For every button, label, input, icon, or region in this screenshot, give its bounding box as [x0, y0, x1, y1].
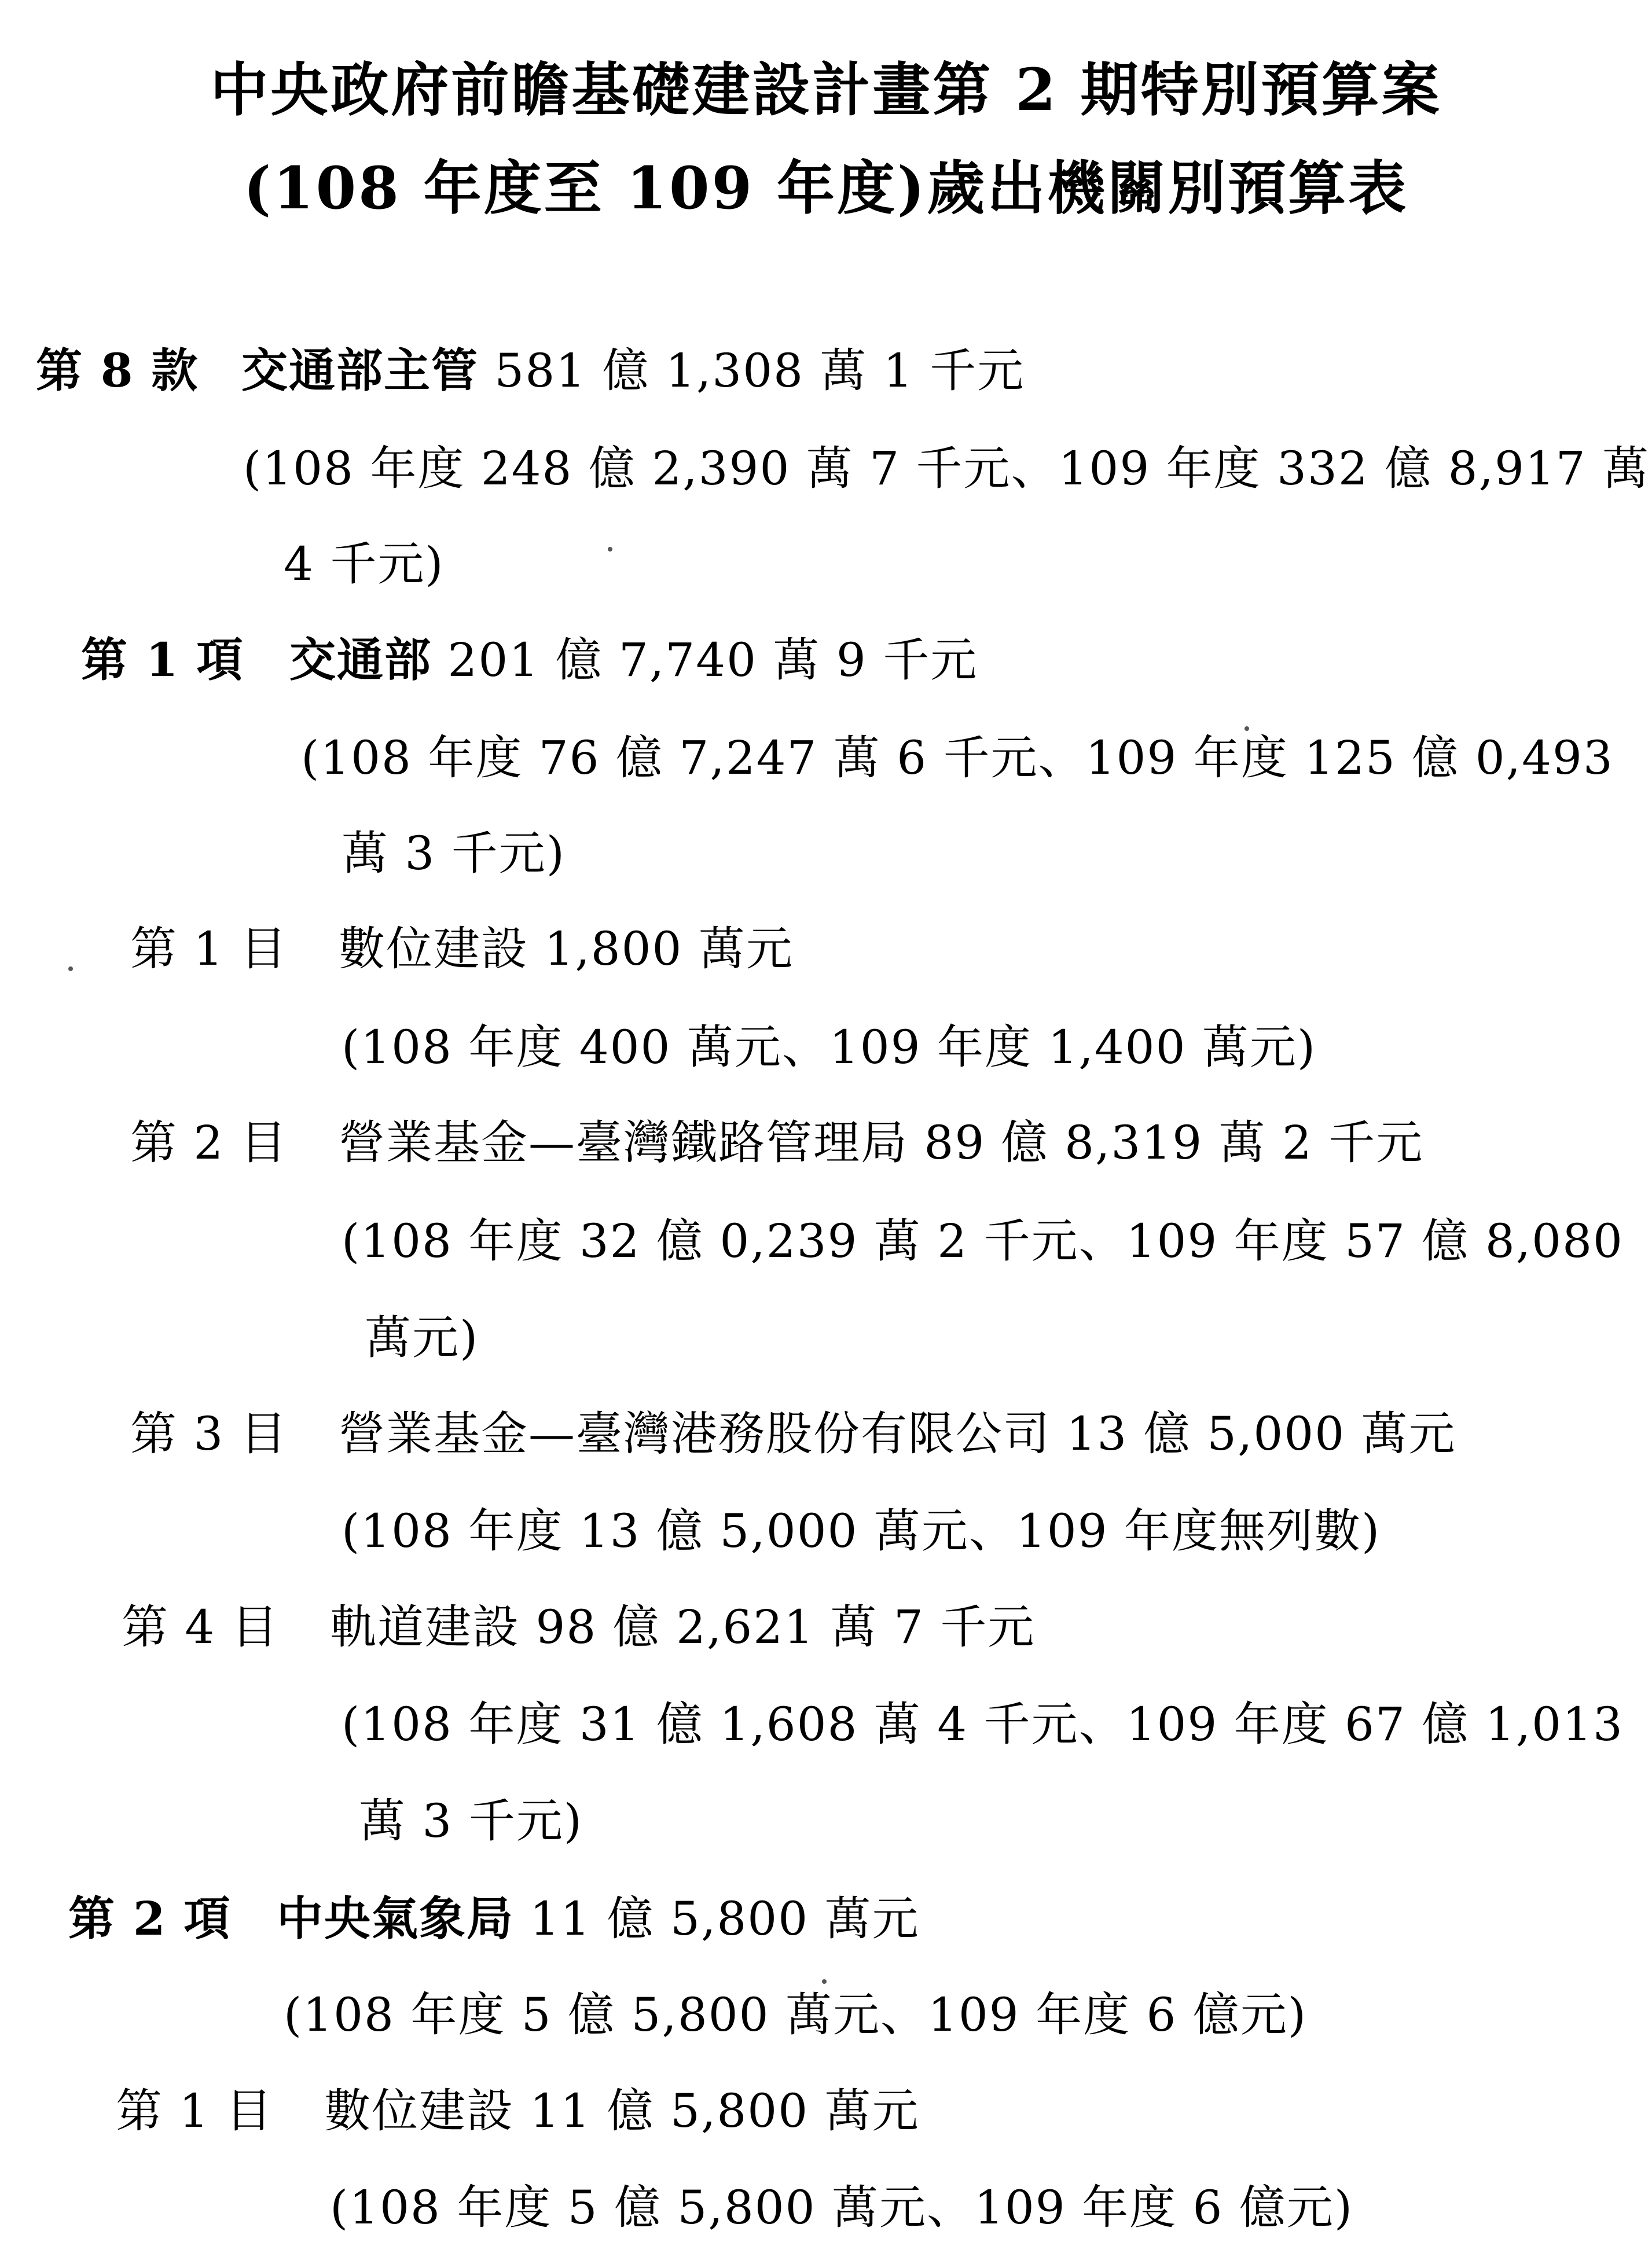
xiang-heading [81, 631, 978, 689]
mu-text: 營業基金—臺灣港務股份有限公司 13 億 5,000 萬元 [339, 1407, 1456, 1461]
mu-detail-line-1: (108 年度 31 億 1,608 萬 4 千元、109 年度 67 億 1,013 [342, 1697, 1624, 1751]
xiang-name: 中央氣象局 [277, 1891, 514, 1946]
mu-text: 數位建設 1,800 萬元 [339, 922, 794, 976]
mu-label: 第 2 目 [130, 1116, 288, 1170]
xiang-amount: 11 億 5,800 萬元 [514, 1892, 920, 1946]
mu-heading [122, 1598, 1035, 1656]
xiang-amount: 201 億 7,740 萬 9 千元 [432, 633, 978, 687]
mu-label: 第 1 目 [116, 2084, 273, 2138]
scan-speck [1244, 726, 1249, 731]
mu-heading [130, 1114, 1423, 1172]
xiang-label: 第 2 項 [68, 1891, 232, 1946]
kuan-label: 第 8 款 [36, 343, 199, 398]
mu-label: 第 1 目 [130, 922, 288, 976]
mu-heading [116, 2082, 920, 2140]
xiang-label: 第 1 項 [81, 633, 244, 687]
kuan-amount: 581 億 1,308 萬 1 千元 [479, 344, 1025, 398]
xiang-detail-line-1: (108 年度 76 億 7,247 萬 6 千元、109 年度 125 億 0,493 [301, 731, 1614, 785]
kuan-detail-line-1: (108 年度 248 億 2,390 萬 7 千元、109 年度 332 億 8,917 萬 [243, 442, 1650, 495]
scan-speck [608, 547, 612, 552]
kuan-name: 交通部主管 [241, 343, 479, 398]
scan-speck [68, 966, 73, 971]
mu-detail-line-2: 萬元) [365, 1311, 479, 1365]
mu-label: 第 3 目 [130, 1407, 288, 1461]
mu-detail-line-2: 萬 3 千元) [359, 1794, 583, 1848]
scan-speck [822, 1979, 827, 1984]
xiang-name: 交通部 [289, 633, 432, 687]
mu-heading [130, 920, 794, 978]
document-title-line-2: (108 年度至 109 年度)歲出機關別預算表 [243, 154, 1409, 222]
kuan-heading [36, 341, 1025, 400]
mu-detail-line-1: (108 年度 400 萬元、109 年度 1,400 萬元) [342, 1020, 1317, 1074]
mu-text: 軌道建設 98 億 2,621 萬 7 千元 [330, 1600, 1036, 1654]
mu-label: 第 4 目 [122, 1600, 279, 1654]
mu-heading [130, 1405, 1456, 1463]
document-title-line-1: 中央政府前瞻基礎建設計畫第 2 期特別預算案 [210, 56, 1442, 124]
xiang-heading [68, 1890, 920, 1948]
mu-detail-line-1: (108 年度 5 億 5,800 萬元、109 年度 6 億元) [330, 2181, 1354, 2234]
xiang-detail-line-1: (108 年度 5 億 5,800 萬元、109 年度 6 億元) [284, 1988, 1308, 2042]
mu-detail-line-1: (108 年度 13 億 5,000 萬元、109 年度無列數) [342, 1504, 1381, 1558]
mu-detail-line-1: (108 年度 32 億 0,239 萬 2 千元、109 年度 57 億 8,080 [342, 1214, 1624, 1268]
mu-text: 營業基金—臺灣鐵路管理局 89 億 8,319 萬 2 千元 [339, 1116, 1424, 1170]
mu-text: 數位建設 11 億 5,800 萬元 [324, 2084, 920, 2138]
xiang-detail-line-2: 萬 3 千元) [342, 826, 566, 880]
kuan-detail-line-2: 4 千元) [284, 537, 445, 591]
